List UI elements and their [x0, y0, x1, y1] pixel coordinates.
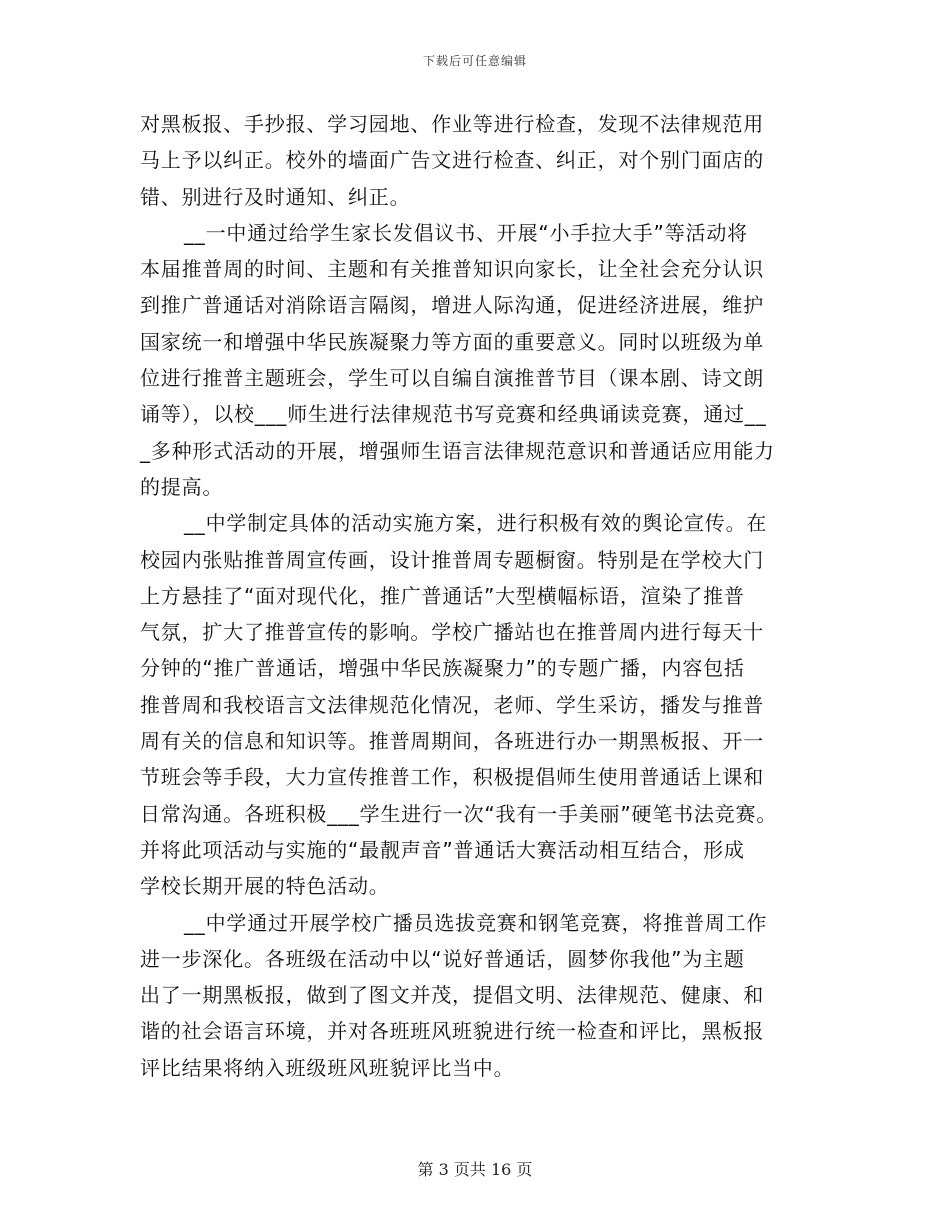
body-text	[140, 106, 805, 1086]
text-line: __一中通过给学生家长发倡议书、开展“小手拉大手”等活动将	[184, 220, 748, 245]
text-line: 日常沟通。各班积极___学生进行一次“我有一手美丽”硬笔书法竞赛。	[140, 801, 778, 826]
text-line: 校园内张贴推普周宣传画，设计推普周专题橱窗。特别是在学校大门	[140, 547, 764, 572]
text-line: 本届推普周的时间、主题和有关推普知识向家长，让全社会充分认识	[140, 257, 764, 282]
page-header: 下载后可任意编辑	[422, 54, 527, 68]
text-line: 气氛，扩大了推普宣传的影响。学校广播站也在推普周内进行每天十	[140, 620, 764, 645]
text-line: 节班会等手段，大力宣传推普工作，积极提倡师生使用普通话上课和	[140, 765, 764, 790]
text-line: 谐的社会语言环境，并对各班班风班貌进行统一检查和评比，黑板报	[140, 1019, 764, 1044]
text-line: 对黑板报、手抄报、学习园地、作业等进行检查，发现不法律规范用	[140, 112, 764, 136]
text-line: 位进行推普主题班会，学生可以自编自演推普节目（课本剧、诗文朗	[140, 366, 764, 391]
text-line: 的提高。	[140, 474, 224, 499]
text-line: __中学通过开展学校广播员选拔竞赛和钢笔竞赛，将推普周工作	[184, 910, 768, 935]
text-line: 错、别进行及时通知、纠正。	[140, 184, 411, 209]
text-line: _多种形式活动的开展，增强师生语言法律规范意识和普通话应用能力	[140, 438, 775, 463]
text-line: 并将此项活动与实施的“最靓声音”普通话大赛活动相互结合，形成	[140, 837, 745, 862]
text-line: 学校长期开展的特色活动。	[140, 874, 390, 899]
text-line: 国家统一和增强中华民族凝聚力等方面的重要意义。同时以班级为单	[140, 329, 764, 354]
text-line: 诵等），以校___师生进行法律规范书写竞赛和经典诵读竞赛，通过__	[140, 402, 767, 427]
text-line: 到推广普通话对消除语言隔阂，增进人际沟通，促进经济进展，维护	[140, 293, 764, 318]
text-line: 评比结果将纳入班级班风班貌评比当中。	[140, 1055, 515, 1080]
text-line: 推普周和我校语言文法律规范化情况，老师、学生采访，播发与推普	[140, 692, 764, 717]
text-line: 进一步深化。各班级在活动中以“说好普通话，圆梦你我他”为主题	[140, 946, 745, 971]
text-line: 上方悬挂了“面对现代化，推广普通话”大型横幅标语，渲染了推普	[140, 583, 745, 608]
text-line: 马上予以纠正。校外的墙面广告文进行检查、纠正，对个别门面店的	[140, 148, 764, 173]
text-line: 分钟的“推广普通话，增强中华民族凝聚力”的专题广播，内容包括	[140, 656, 745, 681]
text-line: __中学制定具体的活动实施方案，进行积极有效的舆论宣传。在	[184, 511, 768, 536]
page-footer: 第 3 页共 16 页	[417, 1160, 533, 1179]
text-line: 出了一期黑板报，做到了图文并茂，提倡文明、法律规范、健康、和	[140, 983, 764, 1008]
text-line: 周有关的信息和知识等。推普周期间，各班进行办一期黑板报、开一	[140, 729, 764, 754]
